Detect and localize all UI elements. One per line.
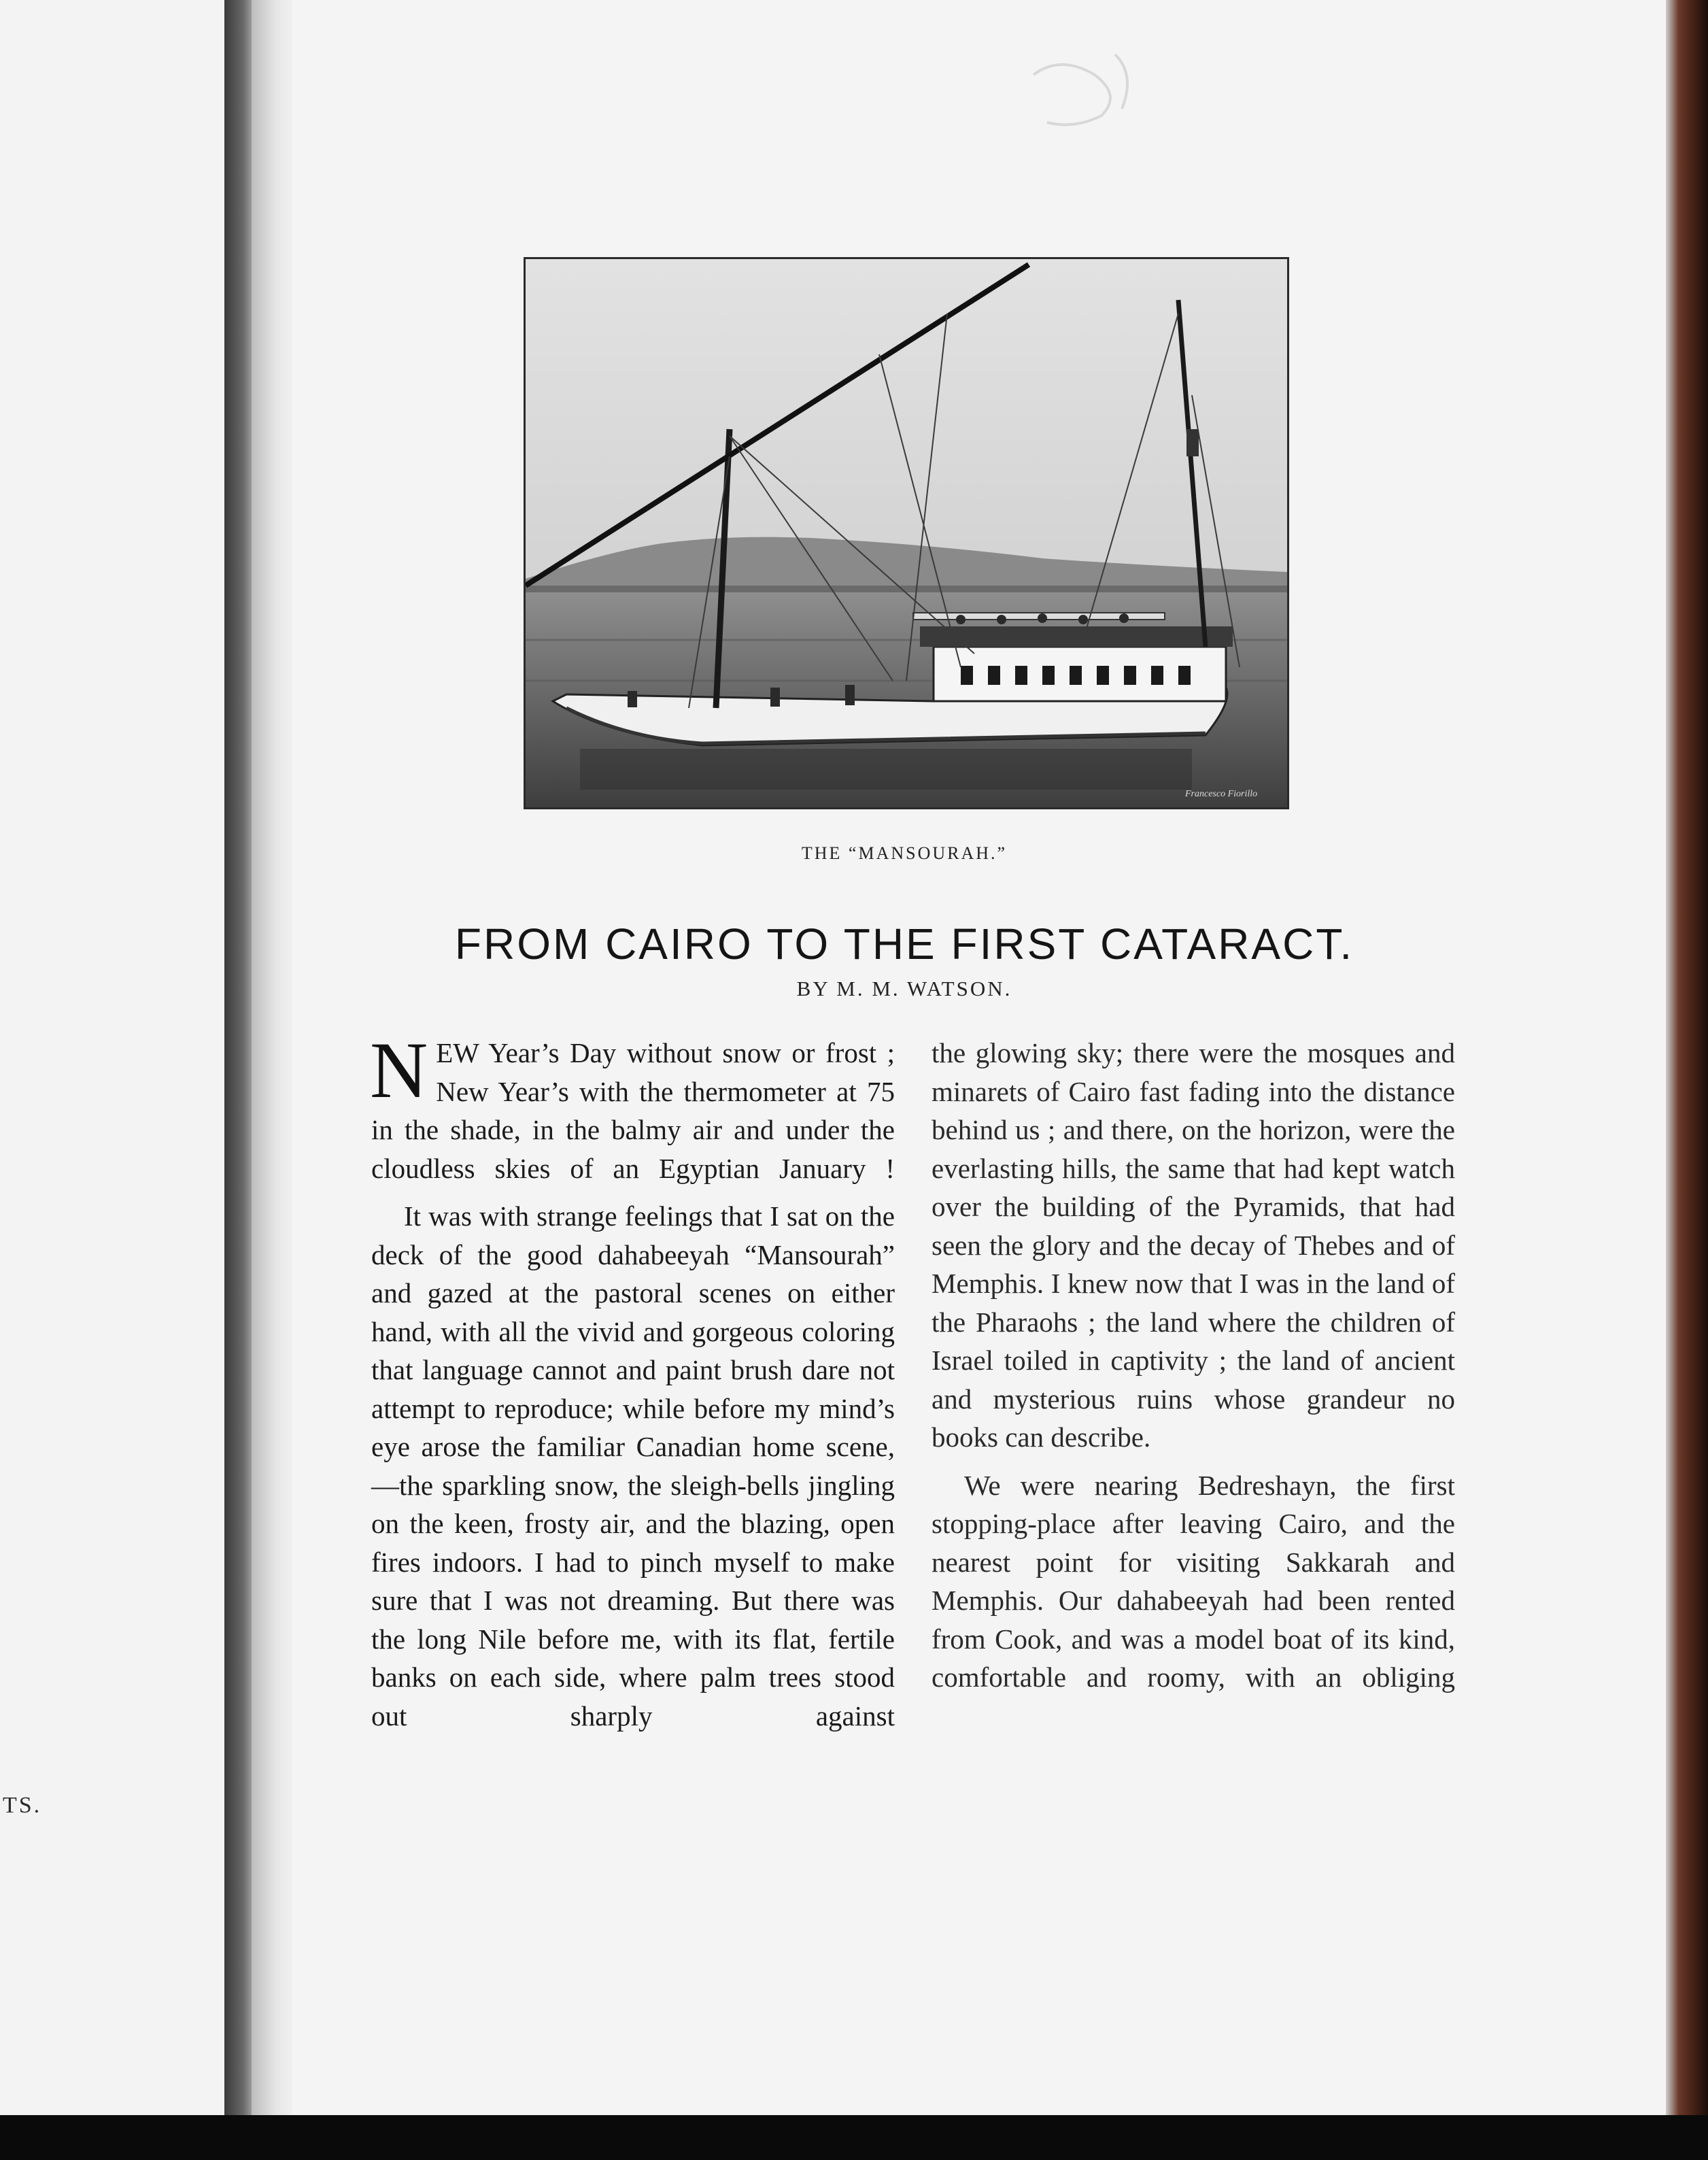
ship-photograph-image — [526, 259, 1287, 807]
paragraph: the glowing sky; there were the mosques and minarets of Cairo fast fading into the distance behind us ; and there, on the horizon, were the everlasting hills, the same that had kept watch over the building of the Pyramids, that had seen the glory and the decay of Thebes and of Memphis. I knew now that I was in the land of the Pharaohs ; the land where the children of Israel toiled in captivity ; the land of ancient and mysterious ruins whose grandeur no books can describe. — [932, 1037, 1455, 1453]
paragraph: It was with strange feelings that I sat on the deck of the good dahabeeyah “Mansourah” and gazed at the pastoral scenes on either hand, with all the vivid and gorgeous coloring that language cannot and paint brush dare not attempt to reproduce; while before my mind’s eye arose the familiar Canadian home scene,—the sparkling snow, the sleigh-bells jingling on the keen, frosty air, and the blazing, open fires indoors. I had to pinch myself to make sure that I was not dreaming. But there was the long Nile before me, with its flat, fertile banks on each side, where palm trees stood out sharply against — [371, 1200, 895, 1732]
paragraph: We were nearing Bedreshayn, the first stopping-place after leaving Cairo, and the nearest point for visiting Sakkarah and Memphis. Our dahabeeyah had been rented from Cook, and was a model boat of its kind, comfortable and roomy, with an obliging — [932, 1469, 1455, 1693]
paragraph — [370, 1026, 895, 1187]
scan-border — [0, 2115, 1708, 2160]
drop-cap: N — [370, 1026, 428, 1115]
paragraph-text: EW Year’s Day without snow or frost ; New Year’s with the thermometer at 75 in the shade, in the balmy air and under the cloudless skies of an Egyptian January ! — [371, 1037, 895, 1184]
photo-caption: THE “MANSOURAH.” — [801, 843, 1008, 863]
book-edge — [1666, 0, 1708, 2115]
left-page-fragment: TS. — [3, 1793, 42, 1818]
text-column-right — [932, 1034, 1455, 1697]
photo-credit: Francesco Fiorillo — [1185, 789, 1258, 799]
article-title: FROM CAIRO TO THE FIRST CATARACT. — [454, 919, 1354, 968]
handwritten-mark — [1020, 48, 1149, 143]
text-column-left — [370, 1026, 895, 1735]
article-byline: BY M. M. WATSON. — [796, 977, 1012, 1000]
book-gutter-shadow — [252, 0, 292, 2115]
ship-photograph — [524, 257, 1289, 809]
book-gutter — [224, 0, 252, 2115]
left-page — [0, 0, 224, 2115]
